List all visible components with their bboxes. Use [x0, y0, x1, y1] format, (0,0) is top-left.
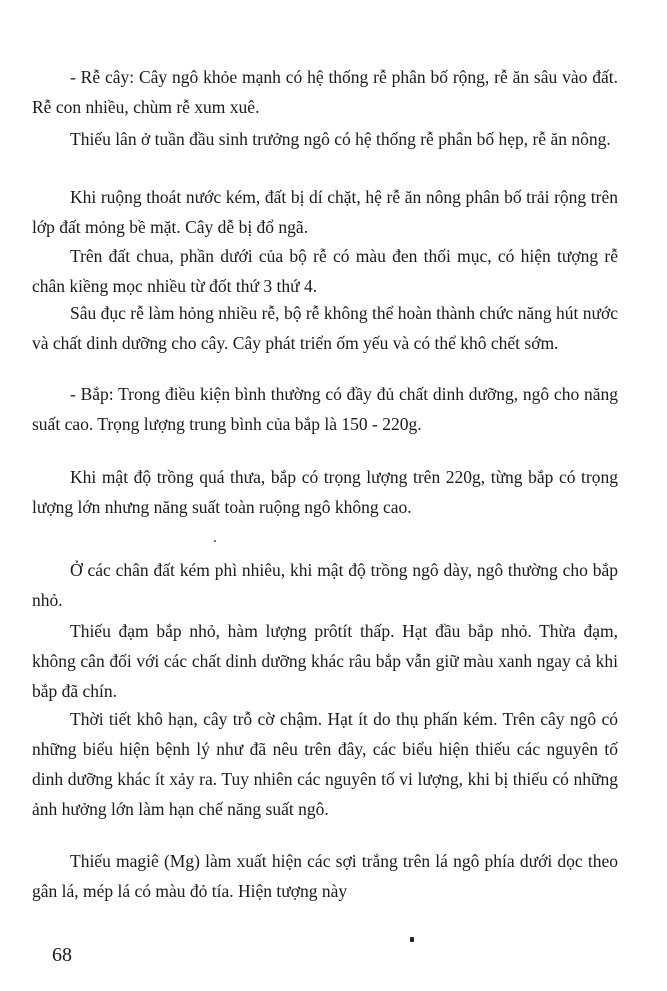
paragraph-dat-chua: Trên đất chua, phần dưới của bộ rễ có màu đen thối mục, có hiện tượng rễ chân kiềng mọc nhiều từ đốt thứ 3 thứ 4.: [32, 246, 618, 296]
ink-mark: [410, 937, 414, 942]
paragraph-thieu-lan: Thiếu lân ở tuần đầu sinh trưởng ngô có hệ thống rễ phân bố hẹp, rễ ăn nông.: [70, 129, 611, 149]
paragraph-thieu-dam: Thiếu đạm bắp nhỏ, hàm lượng prôtít thấp. Hạt đầu bắp nhỏ. Thừa đạm, không cân đối với các chất dinh dưỡng khác râu bắp vẫn giữ màu xanh ngay cả khi bắp đã chín.: [32, 621, 618, 701]
paragraph-mat-do-thua: Khi mật độ trồng quá thưa, bắp có trọng lượng trên 220g, từng bắp có trọng lượng lớn nhưng năng suất toàn ruộng ngô không cao.: [32, 467, 618, 517]
paragraph-sau-duc-re: Sâu đục rễ làm hỏng nhiều rễ, bộ rễ không thể hoàn thành chức năng hút nước và chất dinh dưỡng cho cây. Cây phát triển ốm yếu và có thể khô chết sớm.: [32, 303, 618, 353]
paragraph-thoat-nuoc: Khi ruộng thoát nước kém, đất bị dí chặt, hệ rễ ăn nông phân bố trải rộng trên lớp đất mỏng bề mặt. Cây dễ bị đổ ngã.: [32, 187, 618, 237]
paragraph-bap: - Bắp: Trong điều kiện bình thường có đầy đủ chất dinh dưỡng, ngô cho năng suất cao. Trọng lượng trung bình của bắp là 150 - 220g.: [32, 384, 618, 434]
paragraph-thieu-magie: Thiếu magiê (Mg) làm xuất hiện các sợi trắng trên lá ngô phía dưới dọc theo gân lá, mép lá có màu đỏ tía. Hiện tượng này: [32, 851, 618, 901]
page-number: 68: [52, 944, 72, 966]
paragraph-dat-kem: Ở các chân đất kém phì nhiêu, khi mật độ trồng ngô dày, ngô thường cho bắp nhỏ.: [32, 560, 618, 610]
paragraph-re-cay: - Rễ cây: Cây ngô khỏe mạnh có hệ thống rễ phân bố rộng, rễ ăn sâu vào đất. Rễ con nhiều, chùm rễ xum xuê.: [32, 67, 618, 117]
ink-speck: [214, 540, 216, 542]
paragraph-kho-han: Thời tiết khô hạn, cây trỗ cờ chậm. Hạt ít do thụ phấn kém. Trên cây ngô có những biểu hiện bệnh lý như đã nêu trên đây, các biểu hiện thiếu các nguyên tố dinh dưỡng khác ít xảy ra. Tuy nhiên các nguyên tố vi lượng, khi bị thiếu có những ảnh hưởng lớn làm hạn chế năng suất ngô.: [32, 709, 618, 819]
